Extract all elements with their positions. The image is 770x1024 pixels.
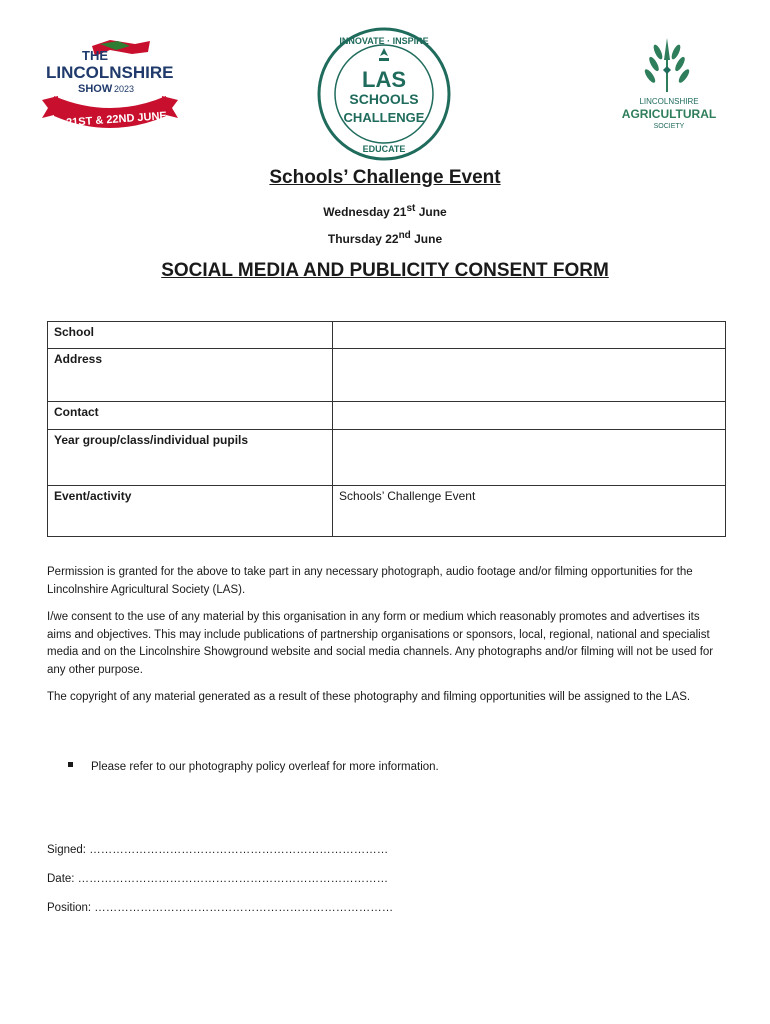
las-logo-line1: LAS bbox=[362, 67, 406, 92]
las-logo-top-arc: INNOVATE · INSPIRE bbox=[339, 36, 429, 46]
copyright-paragraph: The copyright of any material generated as a result of these photography and filming opportunities will be assigned to the LAS. bbox=[47, 691, 691, 703]
bullet-icon bbox=[68, 762, 73, 767]
year-group-label: Year group/class/individual pupils bbox=[48, 430, 333, 486]
show-logo-year: 2023 bbox=[114, 84, 135, 94]
table-row-school bbox=[48, 322, 726, 349]
table-row-event bbox=[48, 486, 726, 537]
agri-logo-line3: SOCIETY bbox=[653, 123, 685, 130]
las-logo-line2: SCHOOLS bbox=[349, 91, 419, 107]
year-group-field[interactable] bbox=[333, 430, 726, 486]
table-row-contact bbox=[48, 402, 726, 430]
table-row-year-group bbox=[48, 430, 726, 486]
address-field[interactable] bbox=[333, 349, 726, 402]
school-label: School bbox=[48, 322, 333, 349]
policy-bullet bbox=[68, 761, 439, 773]
wheat-icon bbox=[643, 38, 691, 92]
contact-label: Contact bbox=[48, 402, 333, 430]
event-activity-label: Event/activity bbox=[48, 486, 333, 537]
las-logo-line3: CHALLENGE bbox=[343, 110, 425, 125]
fleur-de-lis-icon bbox=[379, 48, 389, 61]
school-field[interactable] bbox=[333, 322, 726, 349]
address-label: Address bbox=[48, 349, 333, 402]
show-logo-line1: THE bbox=[82, 48, 108, 63]
consent-paragraph: I/we consent to the use of any material by this organisation in any form or medium which reasonably promotes and advertises its aims and objectives. This may include publications of partnership organisations or sponsors, local, regional, national and specialist media and on the Lincolnshire Showground website and social media channels. Any photographs and/or filming will not be used for any other purpose. bbox=[47, 611, 714, 676]
event-activity-field[interactable]: Schools’ Challenge Event bbox=[333, 486, 726, 537]
show-logo-line2: LINCOLNSHIRE bbox=[46, 63, 174, 82]
event-title: Schools’ Challenge Event bbox=[269, 167, 501, 188]
permission-paragraph: Permission is granted for the above to take part in any necessary photograph, audio footage and/or filming opportunities for the Lincolnshire Agricultural Society (LAS). bbox=[47, 566, 693, 596]
form-title: SOCIAL MEDIA AND PUBLICITY CONSENT FORM bbox=[161, 260, 609, 281]
lincolnshire-show-logo bbox=[40, 38, 180, 143]
signed-line[interactable]: Signed: …………………………………………………………………… bbox=[47, 844, 389, 856]
table-row-address bbox=[48, 349, 726, 402]
agri-logo-line1: LINCOLNSHIRE bbox=[639, 97, 699, 106]
las-logo-bottom-arc: EDUCATE bbox=[362, 144, 406, 154]
contact-field[interactable] bbox=[333, 402, 726, 430]
policy-bullet-text: Please refer to our photography policy overleaf for more information. bbox=[91, 761, 439, 773]
show-logo-line3: SHOW bbox=[78, 83, 113, 95]
lincolnshire-agricultural-society-logo bbox=[604, 30, 734, 140]
event-date-wednesday: Wednesday 21st June bbox=[323, 203, 447, 219]
agri-logo-line2: AGRICULTURAL bbox=[621, 107, 717, 121]
position-line[interactable]: Position: …………………………………………………………………… bbox=[47, 902, 394, 914]
logo-bar bbox=[0, 20, 770, 160]
details-table bbox=[47, 321, 726, 537]
event-date-thursday: Thursday 22nd June bbox=[327, 230, 443, 246]
show-logo-dates: 21ST & 22ND JUNE bbox=[65, 110, 168, 130]
las-schools-challenge-logo bbox=[313, 24, 455, 164]
date-line[interactable]: Date: ……………………………………………………………………… bbox=[47, 873, 389, 885]
